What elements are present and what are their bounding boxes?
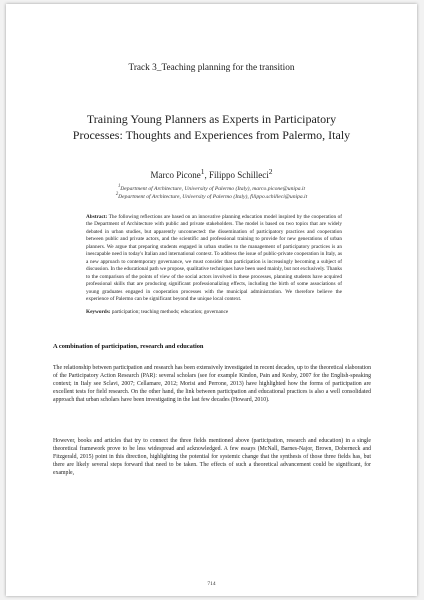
body-paragraph: The relationship between participation and research has been extensively investigated in recent decades, up to the theoretical elaboration of the Participatory Action Research (PAR): several scholars (see for example Kindon, Pain and Kesby, 2007 for the English-speaking context; in Italy see Sclavi, 2007; Cellamare, 2012; Morisi and Perrone, 2013) have highlighted how the forms of participation are excellent tests for field research. On the other hand, the link between participation and educational practices is also a well consolidated approach that urban scholars have been investigating in the last few decades (Howard, 2010). <box>53 365 371 404</box>
keywords-label: Keywords: <box>86 309 111 315</box>
affiliation <box>6 184 417 192</box>
abstract-block <box>86 214 342 303</box>
page-number: 714 <box>207 581 216 587</box>
document-page <box>6 4 417 596</box>
author-name: Marco Picone <box>150 170 201 180</box>
section-heading: A combination of participation, research and education <box>53 343 204 350</box>
affiliation <box>6 192 417 200</box>
track-header: Track 3_Teaching planning for the transition <box>128 63 295 73</box>
affiliation-text: Department of Architecture, University of Palermo (Italy), marco.picone@unipa.it <box>120 185 306 192</box>
abstract-text: The following reflections are based on an innovative planning education model inspired by the cooperation of the Department of Architecture with public and private stakeholders. The model is based on two topics that are widely debated in urban studies, but apparently unconnected: the dissemination of participatory practices and cooperation between public and private actors, and the scientific and professional training to provide for new generations of urban planners. We argue that preparing students engaged in urban studies to the management of participatory practices is an inescapable need in today's Italian and international context. To address the issue of public-private cooperation in Italy, as a new approach to contemporary governance, we must consider that participation is increasingly becoming a subject of discussion. In the educational path we propose, qualitative techniques have been used mainly, but not exclusively. Thanks to the comparison of the points of view of the social actors involved in these processes, planning students have acquired professional skills that are producing significant professionalizing effects, including the birth of some associations of young graduates engaged in cooperation processes with the municipal administration. We therefore believe the experience of Palermo can be significant beyond the unique local context. <box>86 214 342 302</box>
affiliation-superscript: 2 <box>115 192 119 197</box>
paper-title: Training Young Planners as Experts in Participatory Processes: Thoughts and Experiences from Palermo, Italy <box>72 112 351 142</box>
abstract-label: Abstract: <box>86 214 108 220</box>
author-superscript: 1 <box>200 167 205 176</box>
author-separator: , <box>204 170 209 180</box>
body-paragraph: However, books and articles that try to connect the three fields mentioned above (participation, research and education) in a single theoretical framework prove to be less widespread and acknowledged. A few essays (McNall, Barnes-Najor, Brown, Doberneck and Fitzgerald, 2015) point in this direction, highlighting the potential for systemic change that the synthesis of those three fields has, but there are likely several steps forward that need to be taken. The effects of such a theoretical advancement could be significant, for example, <box>53 438 371 477</box>
affiliation-text: Department of Architecture, University of Palermo (Italy), filippo.schilleci@unipa.it <box>118 193 308 200</box>
keywords-text: participation; teaching methods; education; governance <box>111 309 229 315</box>
affiliation-superscript: 1 <box>117 184 121 189</box>
keywords-block <box>86 309 342 315</box>
author-name: Filippo Schilleci <box>208 170 269 180</box>
author-line <box>6 167 417 180</box>
author-superscript: 2 <box>268 167 273 176</box>
